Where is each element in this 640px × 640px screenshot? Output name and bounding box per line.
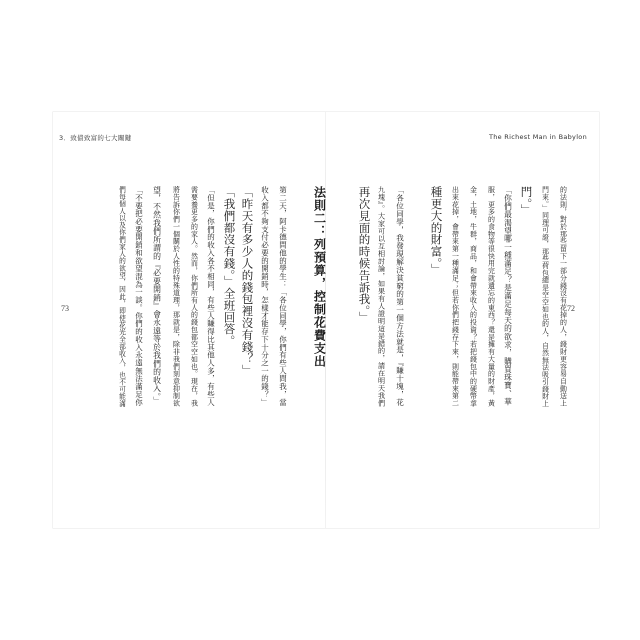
- text-column: 種更大的財富。」: [429, 186, 444, 276]
- text-column: 們每個人以及你們家人的欲望，因此，即使花光全部收入，也不可能滿: [117, 186, 126, 408]
- text-column: 門來。」同理可證，那些荷包總是空空如也的人，自然無法吸引錢財上: [540, 186, 549, 408]
- text-column: 需要養更多的家人。然而，你們所有人的錢包都空空如也。現在，我: [189, 186, 198, 407]
- text-column: 服，更多的食物等很快用完就遺忘的東西？還是擁有大量的財產，黃: [486, 186, 495, 407]
- running-head-left: 3．致債致富的七大關鍵: [59, 134, 132, 142]
- text-column: 的法則，對於那些留下一部分錢沒有花掉的人，錢財更容易自動送上: [558, 186, 567, 407]
- text-column: 第二天，阿卡德問他的學生：「各位同學，你們有些人問我，當: [278, 186, 288, 407]
- text-column: 「你們最渴望哪一種滿足？是滿足每天的欲求，購買珠寶、華: [503, 186, 513, 406]
- text-column: 門。」: [519, 186, 534, 216]
- text-column: 出來花掉，會帶來第一種滿足；但若你們把錢存下來，則能帶來第二: [450, 186, 459, 407]
- text-column: 再次見面的時候告訴我。」: [357, 186, 372, 324]
- text-column: 「我們都沒有錢。」全班回答。: [222, 186, 237, 347]
- book-spread: [53, 112, 599, 528]
- text-column: 將告訴你們一個關於人性的特殊道理，那就是，除非我們刻意抑制欲: [171, 186, 180, 407]
- page-number-right: 72: [567, 304, 575, 313]
- text-column: 「昨天有多少人的錢包裡沒有錢？」: [240, 186, 255, 377]
- page-number-left: 73: [61, 304, 69, 313]
- text-column: 收入都不夠支付必要的開銷時，怎樣才能存下十分之一的錢？」: [260, 186, 270, 407]
- text-column: 望，不然我們所謂的『必要開銷』會永遠等於我們的收入。」: [152, 186, 162, 406]
- text-column: 金，土地，牛群，商品，和會帶來收入的投資？若把錢包中的硬幣拿: [468, 186, 477, 407]
- running-head-right: The Richest Man in Babylon: [488, 133, 587, 141]
- text-column: 九塊』。大家可以互相討論，如果有人證明這是錯的，請在明天我們: [377, 186, 387, 407]
- text-column: 「不要把必要開銷和欲望混為一談。你們的收入永遠無法滿足你: [134, 186, 144, 407]
- section-heading: 法則二：列預算，控制花費支出: [312, 186, 327, 368]
- text-column: 「但是，你們的收入各不相同，有些人賺得比其他人多，有些人: [206, 186, 216, 407]
- text-column: 「各位同學，我發現解決貧窮的第一個方法就是，『賺十塊，花: [395, 186, 405, 407]
